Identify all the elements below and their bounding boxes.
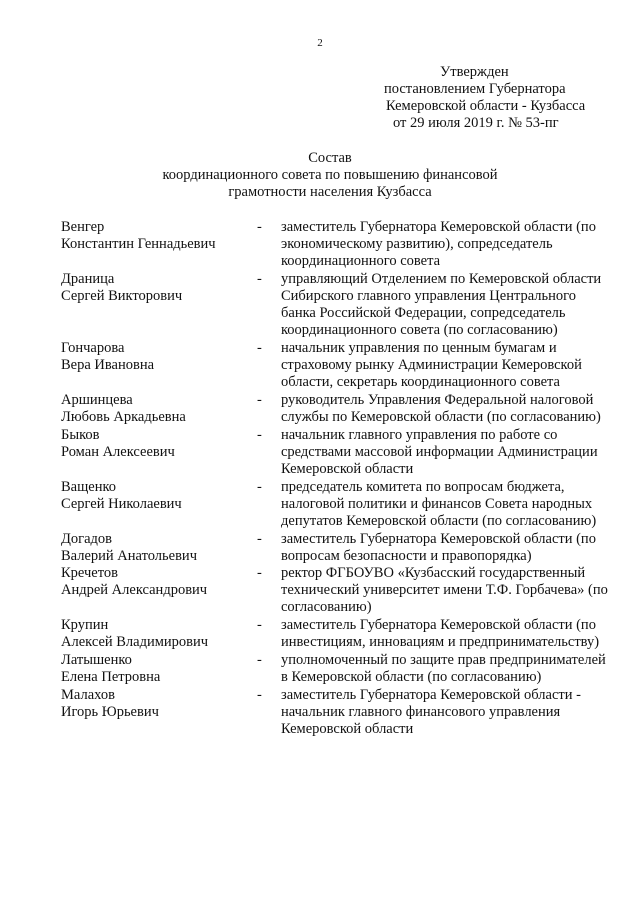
member-name bbox=[61, 392, 257, 426]
member-given-names: Сергей Николаевич bbox=[61, 496, 182, 512]
approval-region: Кемеровской области - Кузбасса bbox=[386, 98, 586, 114]
title-line-1: Состав bbox=[308, 150, 352, 166]
member-given-names: Любовь Аркадьевна bbox=[61, 409, 186, 425]
dash-separator: - bbox=[257, 617, 262, 633]
document-title bbox=[140, 150, 520, 201]
member-name bbox=[61, 340, 257, 374]
member-given-names: Роман Алексеевич bbox=[61, 444, 175, 460]
member-given-names: Валерий Анатольевич bbox=[61, 548, 197, 564]
member-row bbox=[61, 427, 621, 478]
dash-separator: - bbox=[257, 427, 262, 443]
member-surname: Кречетов bbox=[61, 565, 118, 581]
dash-separator: - bbox=[257, 479, 262, 495]
member-name bbox=[61, 565, 257, 599]
member-name bbox=[61, 479, 257, 513]
dash-separator: - bbox=[257, 531, 262, 547]
member-name bbox=[61, 531, 257, 565]
member-position: уполномоченный по защите прав предпринимателей в Кемеровской области (по согласованию) bbox=[281, 652, 606, 685]
member-surname: Драница bbox=[61, 271, 115, 287]
member-surname: Ващенко bbox=[61, 479, 117, 495]
member-surname: Быков bbox=[61, 427, 100, 443]
member-given-names: Сергей Викторович bbox=[61, 288, 183, 304]
title-line-3: грамотности населения Кузбасса bbox=[228, 184, 432, 200]
member-surname: Догадов bbox=[61, 531, 112, 547]
approval-status: Утвержден bbox=[440, 64, 509, 80]
dash-separator: - bbox=[257, 271, 262, 287]
member-position: заместитель Губернатора Кемеровской области (по инвестициям, инновациям и предпринимательству) bbox=[281, 617, 600, 650]
member-given-names: Игорь Юрьевич bbox=[61, 704, 159, 720]
member-name bbox=[61, 652, 257, 686]
council-member-list bbox=[61, 219, 621, 738]
dash-separator: - bbox=[257, 340, 262, 356]
member-surname: Малахов bbox=[61, 687, 115, 703]
member-given-names: Елена Петровна bbox=[61, 669, 161, 685]
approval-date-number: от 29 июля 2019 г. № 53-пг bbox=[393, 115, 559, 131]
member-row bbox=[61, 271, 621, 339]
member-position: председатель комитета по вопросам бюджета, налоговой политики и финансов Совета народных депутатов Кемеровской области (по согласованию) bbox=[281, 479, 597, 529]
member-position: заместитель Губернатора Кемеровской области (по вопросам безопасности и правопорядка) bbox=[281, 531, 596, 564]
approval-act: постановлением Губернатора bbox=[384, 81, 566, 97]
member-surname: Гончарова bbox=[61, 340, 125, 356]
member-name bbox=[61, 617, 257, 651]
member-row bbox=[61, 565, 621, 616]
member-name bbox=[61, 271, 257, 305]
member-position: заместитель Губернатора Кемеровской области - начальник главного финансового управления Кемеровской области bbox=[281, 687, 581, 737]
member-given-names: Андрей Александрович bbox=[61, 582, 208, 598]
member-surname: Венгер bbox=[61, 219, 105, 235]
member-name bbox=[61, 219, 257, 253]
title-line-2: координационного совета по повышению финансовой bbox=[162, 167, 498, 183]
member-row bbox=[61, 531, 621, 565]
dash-separator: - bbox=[257, 219, 262, 235]
member-row bbox=[61, 652, 621, 686]
member-name bbox=[61, 427, 257, 461]
member-surname: Аршинцева bbox=[61, 392, 133, 408]
approval-block bbox=[372, 64, 622, 132]
member-name bbox=[61, 687, 257, 721]
dash-separator: - bbox=[257, 652, 262, 668]
dash-separator: - bbox=[257, 565, 262, 581]
member-given-names: Алексей Владимирович bbox=[61, 634, 209, 650]
dash-separator: - bbox=[257, 392, 262, 408]
page-number: 2 bbox=[317, 37, 323, 49]
member-surname: Крупин bbox=[61, 617, 109, 633]
member-position: начальник главного управления по работе со средствами массовой информации Администрации Кемеровской области bbox=[281, 427, 598, 477]
member-surname: Латышенко bbox=[61, 652, 132, 668]
member-given-names: Константин Геннадьевич bbox=[61, 236, 216, 252]
member-position: ректор ФГБОУВО «Кузбасский государственный технический университет имени Т.Ф. Горбачева» (по согласованию) bbox=[281, 565, 608, 615]
member-row bbox=[61, 617, 621, 651]
member-position: руководитель Управления Федеральной налоговой службы по Кемеровской области (по согласованию) bbox=[281, 392, 601, 425]
member-row bbox=[61, 479, 621, 530]
member-row bbox=[61, 219, 621, 270]
member-position: заместитель Губернатора Кемеровской области (по экономическому развитию), сопредседатель координационного совета bbox=[281, 219, 596, 269]
member-row bbox=[61, 340, 621, 391]
dash-separator: - bbox=[257, 687, 262, 703]
member-position: управляющий Отделением по Кемеровской области Сибирского главного управления Центрального банка Российской Федерации, сопредседатель координационного совета (по согласованию) bbox=[281, 271, 602, 338]
member-given-names: Вера Ивановна bbox=[61, 357, 155, 373]
member-row bbox=[61, 687, 621, 738]
member-row bbox=[61, 392, 621, 426]
member-position: начальник управления по ценным бумагам и страховому рынку Администрации Кемеровской области, секретарь координационного совета bbox=[281, 340, 582, 390]
